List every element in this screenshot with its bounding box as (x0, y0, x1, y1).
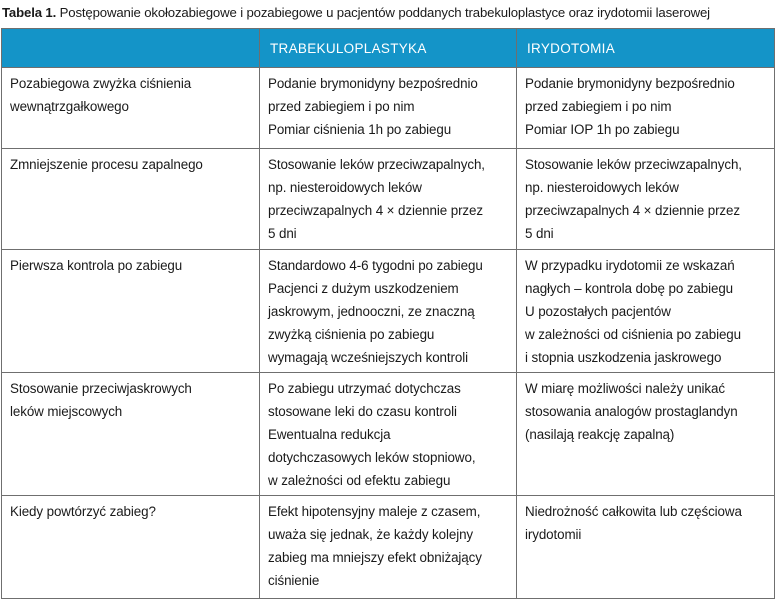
cell-line: W przypadku irydotomii ze wskazań (525, 258, 735, 273)
caption-text: Postępowanie okołozabiegowe i pozabiegowe u pacjentów poddanych trabekuloplastyce oraz irydotomii laserowej (56, 5, 710, 20)
row-label-cell (2, 496, 260, 599)
cell-line: przed zabiegiem i po nim (268, 99, 415, 114)
table-row (2, 68, 775, 149)
cell-line: Stosowanie przeciwjaskrowych (10, 381, 192, 396)
cell-line: Pierwsza kontrola po zabiegu (10, 258, 183, 273)
table-row (2, 149, 775, 250)
cell-line: Zmniejszenie procesu zapalnego (10, 157, 203, 172)
cell-line: 5 dni (525, 226, 554, 241)
header-trabekuloplastyka (260, 29, 517, 68)
table-row (2, 250, 775, 373)
table-row (2, 373, 775, 496)
procedure-table (1, 28, 775, 599)
row-label-cell (2, 250, 260, 373)
cell-line: Po zabiegu utrzymać dotychczas (268, 381, 461, 396)
caption-label: Tabela 1. (2, 5, 57, 20)
cell-line: 5 dni (268, 226, 297, 241)
cell-line: dotychczasowych leków stopniowo, (268, 450, 476, 465)
cell-line: Stosowanie leków przeciwzapalnych, (268, 157, 485, 172)
header-label: TRABEKULOPLASTYKA (270, 41, 427, 56)
cell-line: U pozostałych pacjentów (525, 304, 671, 319)
cell-line: Ewentualna redukcja (268, 427, 391, 442)
header-label: IRYDOTOMIA (527, 41, 616, 56)
table-header-row (2, 29, 775, 68)
cell-line: Efekt hipotensyjny maleje z czasem, (268, 504, 481, 519)
irydotomia-cell (517, 373, 775, 496)
cell-line: np. niesteroidowych leków (268, 180, 422, 195)
cell-line: leków miejscowych (10, 404, 123, 419)
cell-line: Podanie brymonidyny bezpośrednio (268, 76, 478, 91)
cell-line: irydotomii (525, 527, 582, 542)
cell-line: w zależności od efektu zabiegu (268, 473, 451, 488)
table-row (2, 496, 775, 599)
irydotomia-cell (517, 68, 775, 149)
trabekuloplastyka-cell (260, 149, 517, 250)
cell-line: nagłych – kontrola dobę po zabiegu (525, 281, 734, 296)
irydotomia-cell (517, 149, 775, 250)
row-label-cell (2, 373, 260, 496)
cell-line: wymagają wcześniejszych kontroli (268, 350, 468, 365)
header-empty (2, 29, 260, 68)
cell-line: Pomiar IOP 1h po zabiegu (525, 122, 680, 137)
cell-line: w zależności od ciśnienia po zabiegu (525, 327, 741, 342)
cell-line: uważa się jednak, że każdy kolejny (268, 527, 474, 542)
trabekuloplastyka-cell (260, 496, 517, 599)
cell-line: Podanie brymonidyny bezpośrednio (525, 76, 735, 91)
cell-line: przed zabiegiem i po nim (525, 99, 672, 114)
cell-line: Pomiar ciśnienia 1h po zabiegu (268, 122, 452, 137)
cell-line: Standardowo 4-6 tygodni po zabiegu (268, 258, 483, 273)
table-caption (2, 4, 774, 22)
cell-line: W miarę możliwości należy unikać (525, 381, 725, 396)
irydotomia-cell (517, 496, 775, 599)
cell-line: ciśnienie (268, 573, 320, 588)
cell-line: i stopnia uszkodzenia jaskrowego (525, 350, 722, 365)
cell-line: np. niesteroidowych leków (525, 180, 679, 195)
cell-line: Pozabiegowa zwyżka ciśnienia (10, 76, 192, 91)
cell-line: stosowania analogów prostaglandyn (525, 404, 738, 419)
cell-line: jaskrowym, jednooczni, ze znaczną (268, 304, 475, 319)
trabekuloplastyka-cell (260, 250, 517, 373)
row-label-cell (2, 68, 260, 149)
cell-line: (nasilają reakcję zapalną) (525, 427, 675, 442)
cell-line: przeciwzapalnych 4 × dziennie przez (268, 203, 483, 218)
cell-line: stosowane leki do czasu kontroli (268, 404, 457, 419)
cell-line: wewnątrzgałkowego (10, 99, 129, 114)
cell-line: Niedrożność całkowita lub częściowa (525, 504, 742, 519)
trabekuloplastyka-cell (260, 373, 517, 496)
cell-line: zwyżką ciśnienia po zabiegu (268, 327, 435, 342)
row-label-cell (2, 149, 260, 250)
cell-line: Kiedy powtórzyć zabieg? (10, 504, 156, 519)
cell-line: przeciwzapalnych 4 × dziennie przez (525, 203, 740, 218)
header-irydotomia (517, 29, 775, 68)
cell-line: zabieg ma mniejszy efekt obniżający (268, 550, 482, 565)
irydotomia-cell (517, 250, 775, 373)
cell-line: Stosowanie leków przeciwzapalnych, (525, 157, 742, 172)
cell-line: Pacjenci z dużym uszkodzeniem (268, 281, 459, 296)
trabekuloplastyka-cell (260, 68, 517, 149)
